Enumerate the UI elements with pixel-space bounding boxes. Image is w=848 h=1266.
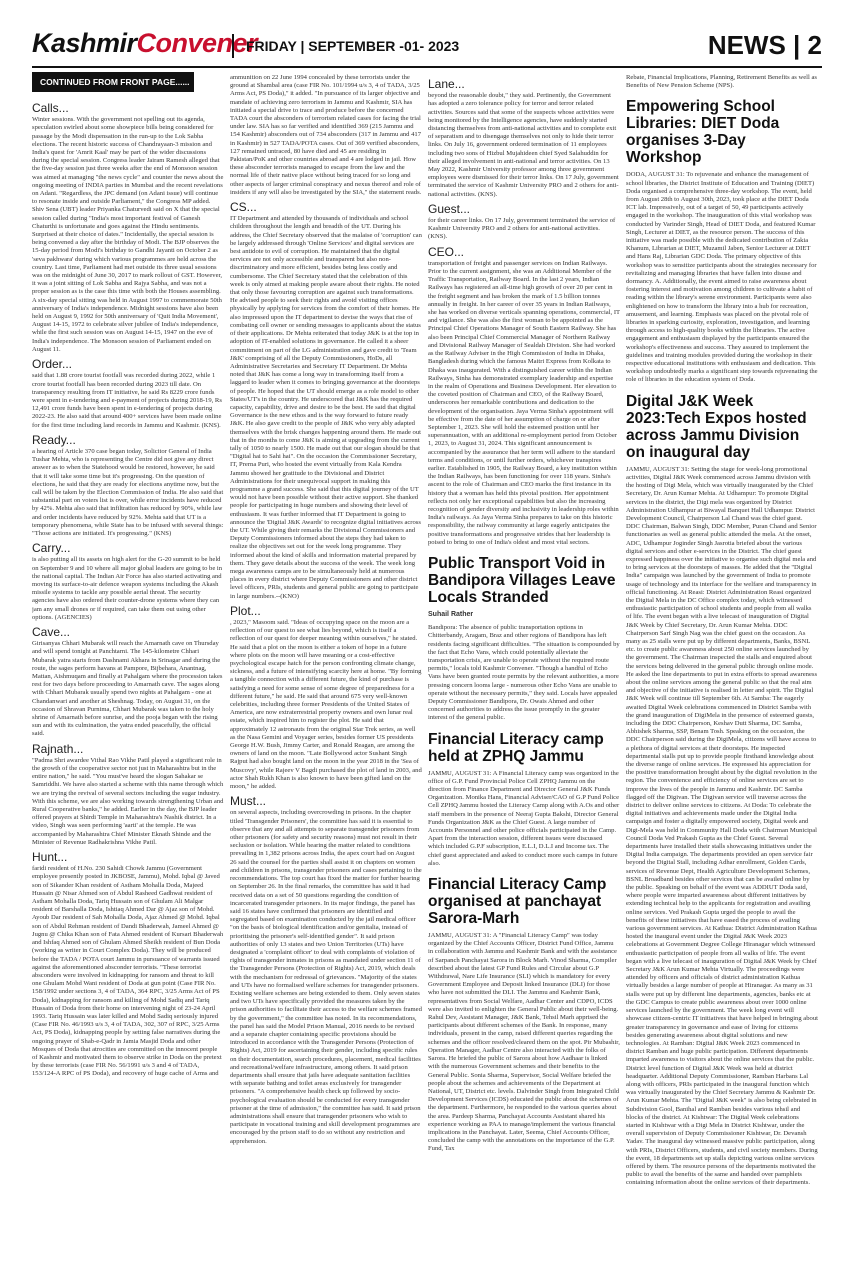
jump-heading: Ready... — [32, 432, 76, 447]
column-2 — [230, 74, 422, 1234]
article-headline: Financial Literacy camp held at ZPHQ Jammu — [428, 730, 604, 765]
section-label: NEWS | 2 — [707, 30, 822, 60]
article-paragraph: ammunition on 22 June 1994 concealed by these terrorists under the ground at Shambal area (case FIR No. 101/1994 u/s 3, 4 of TADA, 3/25 Arms Act, PS Doda)," it added. "In pursuance of its larger objective and mandate of achieving zero terrorism in Jammu and Kashmir, SIA has initiated a special drive to trace and produce before the concerned TADA court the absconders of terrorism related cases for facing the trial under law. SIA has so far verified and identified 369 (215 Jammu and 154 Kashmir) absconders out of 734 absconders (317 in Jammu and 417 in Kashmir) in 527 TADA/POTA cases. Out of 369 verified absconders, 127 remained untraced, 80 have died and 45 are residing in Pakistan/PoK and other countries abroad and 4 are lodged in jail. How these absconder terrorists managed to escape from the law and the normal life of their native place without being traced for so long and other aspects of larger criminal conspiracy and nexus thereof and role of insiders if any will also be investigated by the SIA," the statement reads. — [230, 74, 422, 196]
article-paragraph: faridi resident of H.No. 230 Sahidi Chowk Jammu (Government employee presently posted in JKBOSE, Jammu), Mohd. Iqbal @ Javed son of Sikander Khan resident of Astham Mohalla Doda, Majeed Hussain @ Nisar Ahmed son of Abdul Rasheed Gadhwai resident of Astham Mohalla Doda, Tariq Hussain son of Ghulam Ali Malgar resident of Barshalla Doda, Ishtiaq Ahmed Dar @ Ajaz son of Mohd. Ayoub Dar resident of Sah Mohalla Doda, Ajaz Ahmed @ Mohd. Iqbal son of Abdul Rehman resident of Dandi Bhaderwah, Jameel Ahmed @ Jugnu @ Chika Khan son of Fata Ahmed resident of Kursari Bhaderwah and Ishfaq Ahmed son of Ghulam Ahmed Sheikh resident of Bun Doda (working as writer in Court Complex Doda). They will be produced before the TADA / POTA court Jammu in pursuance of warrants issued against the aforementioned absconder terrorists. "These terrorist absconders were involved in kidnapping for ransom and threat to kill one Ghulam Mohd Wani resident of Doda at gun point (Case FIR No. 158/1992 under sections 3, 4 of TADA, 364 RPC, 3/25 Arms Act of PS Doda), kidnapping for ransom and killing of Mohd Sadiq and Tariq Hussain of Doda from their home on intervening night of 23-24 April 1993. Tariq Hussain was later killed and Mohd Sadiq seriously injured (Case FIR No. 46/1993 u/s 3, 4 of TADA, 302, 307 of RPC, 3/25 Arms Act, PS Doda), kidnapping people by setting false narratives during the ongoing prayer of Shab-e-Qadr in Jamia Masjid Doda and other Mosques of Doda that atrocities are committed on the innocent people of Kashmir and motivated them to observe strike in Doda on the pretext by these terrorists (case FIR No. 56/1991 u/s 3 and 4 of TADA, 153/124-A RPC of PS Doda), and recovery of huge cache of Arms and — [32, 865, 224, 1078]
jump-heading: Lane... — [428, 77, 465, 91]
jump-heading: CEO... — [428, 244, 465, 259]
article-paragraph: is also putting all its assets on high alert for the G-20 summit to be held on September 9 and 10 where all major global leaders are going to be in the national capital. The Indian Air Force has also started activating and moving its surface-to-air defence weapon systems including the Akash missile systems to tackle any possible aerial threat. The security agencies have also ordered their counter-drone systems where they can jam any small drones or if required, can take them out using other options. (AGENCIES) — [32, 556, 223, 621]
article-paragraph: JAMMU, AUGUST 31: Setting the stage for week-long promotional activities, Digital J&K Week commenced across Jammu division with the hosting of Digi Mela, which was virtually inaugurated by the Chief Secretary, Dr. Arun Kumar Mehta. At Udhampur: To promote Digital services in the district, the Digi mela was organized by District Administration Udhampur at Biwayal Banquet Hall Udhampur. District Development Council, Chairperson Lal Chand was the chief guest. DDC Chairman, Balwan Singh, DDC Member, Puran Chand and Senior functionaries as well as general public attended the mela. At the onset, ADC, Udhampur Joginder Singh Jasrotia briefed about the various digital services and other e-services in the District. The chief guest expressed happiness over the initiative to organise such digital mela and to bring services at the doorsteps of masses. He added that the "Digital India" campaign was launched by the government of India to promote usage of technology and its interface for the welfare and transparency in official functioning. At Reasi: District Administration Reasi organized the Digital Mela in the DC Office complex today, which witnessed enthusiastic participation of school students and people from all walks of life. The event began with a live telecast of inauguration of Digital J&K Week by Chief Secretary, Dr. Arun Kumar Mehta. DDC Chairperson Sarf Singh Nag was the chief guest on the occasion. As many as 25 stalls were put up by different departments, Banks, BSNL etc. to create public awareness about 250 online services launched by the government. The Chairman inspected the stalls and enquired about the services being delivered in the general public through online mode. He asked the line departments to put in extra efforts to spread awareness about the online services among the general public so that the real aim and objective of the initiative is realised in letter and spirit. The Digital J&K Week will continue till September 6th. At Samba: The eagerly awaited Digital Week celebrations commenced in District Samba with the grand inauguration of DigiMela in the presence of esteemed guests, including the DDC Chairperson, Keshav Dutt Sharma, DC Samba, Abhishek Sharma, SSP, Benam Tosh. Speaking on the occasion, the DDC Chairperson said during the DigiMela, citizens will have access to a plethora of digital services at their doorsteps. He inspected departmental stalls put up to provide people firsthand knowledge about the diverse range of online services. He expressed his appreciation for the positive transformation brought about by the digital revolution in the region. The convenience and efficiency of online services are set to improve the lives of the people in Jammu and Kashmir. DC Samba flagged off the Digivan. The Digivan service will traverse across the district to deliver online services to citizens. At Doda: To celebrate the digital initiatives and achievements made under the Digital India campaign and foster a digitally empowered society, Digital week and Digi-Mela was held in Community Hall Doda with Chairman Municipal Council Doda Ved Prakash Gupta as the Chief Guest. Several departments have installed their stalls showcasing initiatives under the Digital India campaign. The departments provided an open service fair beyond the Digital Stall, including Adhar enrollment, Golden Cards, services of Revenue Dept, Health Agriculture Development Schemes, BSNL Broadband besides other services that can be availed online by the public. Speaking on behalf of the event was ADDIUT Doda said, where people were imparted awareness about different initiatives by extending technical help to the applicants for registration and availing online services. Ved Prakash Gupta urged the people to avail the benefits of these initiatives that have eased the process of availing various government services. At Kathua: District Administration Kathua hosted the inaugural event under the Digital J&K Week 2023 celebrations at Government Degree College Hiranagar which witnessed enthusiastic participation of people from all walks of life. The event began with a live telecast of inauguration of Digital J&K Week by Chief Secretary J&K Arun Kumar Mehta Virtually. The proceedings were attended by officers and officials of district administration Kathua virtually besides a large number of people at Hiranagar. As many as 31 stalls were put up by different line departments, agencies, banks etc at the GDC Campus to create public awareness about over 1000 online services launched by the government. The week long event will showcase citizen-centric IT initiatives that have helped in bringing about greater transparency in governance and ease of living for citizens besides generating awareness about digital solutions and new technologies. At Ramban: Digital J&K Week 2023 commenced in district Ramban and huge public participation. Different departments imparted awareness to visitors about the online services that the public. District level function of Digital J&K Week was held at district headquarter. Additional Deputy Commissioner, Ramban Harbans Lal along with officers, PRIs participated in the inaugural function which was virtually inaugurated by the Chief Secretary Jammu & Kashmir Dr. Arun Kumar Mehta. The "Digital J&K week" is also being celebrated in Subdivision Gool, Banihal and Ramban besides various tehsil and blocks of the district. At Kishtwar: The Digital Week celebrations started in Kishtwar with a Digi Mela in District Kishtwar, under the overall supervision of Deputy Commissioner Kishtwar, Dr. Devansh Yadav. The inaugural day witnessed massive public participation, along with PRIs, District Officers, students, and civil society members. During the event, 18 departments set up stalls depicting various online services offered by them. The resource persons of the departments motivated the public to avail the benefits of the same and handed over pamphlets containing information about the online services of their departments. — [626, 465, 818, 1187]
article-paragraph: JAMMU, AUGUST 31: A "Financial Literacy Camp" was today organized by the Chief Accounts Officer, District Fund Office, Jammu in collaboration with Jammu and Kashmir Bank and with the assistance of Sarpanch Panchayat Sarora in Block Marh. Vinod Sharma, Compiler described about the latest GP Fund Rules and Circular about G.P Withdrawal, Nare Life Insurance (SLI) which is mandatory for every Government Employee and Deposit linked Insurance (DLI) for those who have not submitted the DLI. The Jammu and Kashmir Bank, representatives from Social Welfare, Aadhar Center and CDPO, ICDS were also invited to enlighten the General Public about their well-being. Rahul Dev, Assistant Manager, J&K Bank, Tehsil Marh apprised the participants about different schemes of the Bank. In response, many individuals, present in the camp, raised different queries regarding the schemes and the officer resolved/cleared them on the spot. Pir Mubashir, Operation Manager, Aadhar Centre also interacted with the folks of Sarora. He briefed the public of Sarora about how Aadhaar is linked with the numerous Government schemes and their benefits to the General Public. Sonia Sharma, Supervisor, Social Welfare briefed the people about the schemes and achievements of the Department at National, UT, District etc. levels. Dalvinder Singh from Integrated Child Development Services (ICDS) educated the public about the schemes of the department. Furthermore, he responded to the various queries about the area. Pardeep Sharma, Panchayat Accounts Assistant shared his experience working as PAA to manage/implement the various financial implications in the Panchayat. Later, Seema, Chief Accounts Officer, concluded the camp with the annotations on the importance of the G.P. Fund, Tax — [428, 932, 620, 1153]
article-paragraph: transportation of freight and passenger services on Indian Railways. Prior to the current assignment, she was an Additional Member of the Traffic Transportation, Railway Board. In the last 2 years, Indian Railways has registered an all-time high growth of over 20 per cent in the freight segment and has broken the mark of 1.5 billion tonnes annually in freight. In her career of over 35 years in Indian Railways, she has worked on diverse verticals spanning operations, commercial, IT and vigilance. She was also the first woman to be appointed as the Principal Chief Operations Manager of South Eastern Railway. She has also been Principal Chief Commercial Manager of Northern Railway and Divisional Railway Manager of Sealdah Division. She had worked as the Railway Adviser in the High Commission of India in Dhaka, Bangladesh during which the famous Maitri Express from Kolkata to Dhaka was inaugurated. With a distinguished career within the Indian Railways, Sinha has demonstrated exemplary leadership and expertise in the realm of Operations and Business Development. Her elevation to the coveted position of Chairman and CEO, of the Railway Board, underscores her remarkable contributions and dedication to the development of the organisation. Jaya Verma Sinha's appointment will be effective from the date of her assumption of charge on or after September 1, 2023. She will hold the esteemed position until her superannuation, with an additional re-employment period from October 1, 2023, to August 31, 2024. This significant announcement is accompanied by the assurance that her term will adhere to the standard terms and conditions, or until further orders, whichever transpires earlier. Established in 1905, the Railway Board, a key institution within the Indian Railways, has been functioning for over 118 years. Sinha's ascent to the role of Chairman and CEO marks the first instance in its history that a woman has held this pivotal position. Her appointment reflects not only her exceptional capabilities but also the increasing recognition of gender diversity and inclusivity in leadership roles within India's railways. As Jaya Verma Sinha prepares to take on this historic responsibility, the railway community at large eagerly anticipates the positive transformations and progressive strides that her leadership is poised to bring to one of India's oldest and most vital sectors. — [428, 259, 620, 546]
column-3 — [428, 74, 620, 1234]
logo-kashmir: Kashmir — [32, 28, 137, 58]
article-paragraph: Girisanyas Chhari Mubarak will reach the Amarnath cave on Thursday and will spend tonight at Panchtarni. The 145-kilometre Chhari Mubarak yatra starts from Dashnami Akhara in Srinagar and during the route, the sages perform havans at Pampore, Bijbehara, Anantnag, Mattan, Aishmuqam and finally at Pahalgam where the procession takes rest for two days before proceeding to Amarnath cave. The sages along with Chhari Mubarak usually spend two nights at Pahalgam - one at Chandanwari and another at Sheshnag. Today, on August 31, on the occasion of Shravan Purnima, Chhari Mubarak was taken to the holy shrine of Amarnath before sunrise, and the pooja began with the rising sun and with its culmination, the yatra ended peacefully, the official said. — [32, 640, 223, 738]
jump-heading: Guest... — [428, 201, 471, 216]
article-paragraph: Winter sessions. With the government not spelling out its agenda, speculation swirled about some showpiece bills being considered for passage by the Modi dispensation in the run-up to the Lok Sabha elections. The recent historic success of Chandrayaan-3 mission and India's quest for 'Amrit Kaal' may be part of the wider discussions during the special session. Congress leader Jairam Ramesh alleged that the five-day session just three weeks after the end of Monsoon session was aimed at managing "the news cycle" and counter the news about the ongoing meeting of INDIA parties in Mumbai and the recent revelations on Adani. "Regardless, the JPC demand (on Adani issue) will continue to resonate inside and outside Parliament," the Congress MP added. Shiv Sena (UBT) leader Priyanka Chaturvedi said on X that the special session called during "India's most important festival of Ganesh Chaturthi is unfortunate and goes against the Hindu sentiments. Surprised at their choice of dates." Incidentally, the special session is being convened a day after the birthday of Modi. The BJP observes the 15-day period from Modi's birthday to Gandhi Jayanti on October 2 as 'seva pakhwara' during which various programmes are held across the country. Last time, Parliament had met outside its three usual sessions was on the midnight of June 30, 2017 to mark rollout of GST. However, it was a joint sitting of Lok Sabha and Rajya Sabha, and was not a proper session as is the case this time with both the Houses assembling. A six-day special sitting was held in August 1997 to commemorate 50th anniversary of India's independence. Midnight sessions have also been held on August 9, 1992 for 50th anniversary of 'Quit India Movement', August 14-15, 1972 to celebrate silver jubilee of India's independence, while the first such session was on August 14-15, 1947 on the eve of India's independence. The Monsoon session of Parliament ended on August 11. — [32, 116, 224, 353]
jump-heading: Carry... — [32, 541, 71, 556]
article-headline: Empowering School Libraries: DIET Doda organises 3-Day Workshop — [626, 98, 780, 167]
byline: Suhail Rather — [428, 610, 474, 618]
article-paragraph: a hearing of Article 370 case began today, Solicitor General of India Tushar Mehta, who is representing the Centre did not give any direct answer as to when the Statehood would be restored, however, he said that it will take some time but it's progressing. On the question of elections, he said that they are ready for elections anytime now, but the call will be taken by the Election Commission of India. He also said that substantial part on voters list is over, while error incidents have reduced by 42%. Mehta also said that infiltration has reduced by 90%, while law and order incidents have reduced by 92%. Mehta said that UT is a temporary phenomena, while State has to be infused with several things: "Those actions are initiated. It's progressing." (KNS) — [32, 447, 224, 537]
jump-heading: Plot... — [230, 603, 261, 618]
logo — [32, 28, 257, 59]
jump-heading: Calls... — [32, 101, 69, 115]
continued-banner: CONTINUED FROM FRONT PAGE...... — [32, 72, 194, 92]
article-headline: Digital J&K Week 2023:Tech Expos hosted across Jammu Division on inaugural day — [626, 392, 807, 461]
header-rule — [32, 66, 822, 68]
article-paragraph: DODA, AUGUST 31: To rejuvenate and enhance the management of school libraries, the District Institute of Education and Training (DIET) Doda organised a comprehensive three-day workshop. The event, held from August 28th to August 30th, 2023, took place at the DIET Doda ICT lab. Impressively, out of a target of 50, 49 participants actively engaged in the workshop. The inauguration of this vital workshop was conducted by Varinder Singh, Head of DIET Doda, and featured Kumar Singh, Lecturer at DIET, as the resource person. The success of this initiative was made possible with the dedicated contribution of Zakia Khanum, Librarian at DIET, Muzamil Jaben, Senior Lecturer at DIET and Hans Raj, Librarian GDC Doda. The primary objective of this workshop was to sensitize participants about the strategies necessary for revitalizing and managing libraries that have fallen into disuse and dormancy. A. Additionally, the event aimed to raise awareness about fostering interest and motivation among children to cultivate a habit of reading within the library's serene environment. Participants were also enlightened on how to transform the library into a hub for recreation, amusement, and learning. Emphasis was placed on the pivotal role of libraries in sparking curiosity, exploration, investigation, and learning through access to high-quality books within the libraries. The active engagement and enthusiasm displayed by the participants ensured the workshop's effectiveness and success. They assured to implement the guidelines and training modules provided during the workshop in their respective educational institutions with enthusiasm and dedication. This workshop undoubtedly marks a significant step towards rejuvenating the role of libraries in the education system of Doda. — [626, 171, 818, 384]
article-paragraph: Rebate, Financial Implications, Planning, Retirement Benefits as well as Benefits of New Pension Scheme (NPS). — [626, 74, 817, 90]
article-paragraph: beyond the reasonable doubt," they said. Pertinently, the Government has adopted a zero tolerance policy for terror and terror related activities. Sources said that some of the suspects whose activities were being monitored by the Intelligence agencies, have suddenly started distancing themselves from anti-national activities and to complete exit of separatism and to disengage themselves not only to hide their terror links. On July 16, government ordered termination of 11 employees including two sons of Hizbul Mujahideen chief Syed Salahuddin for their alleged involvement in anti-national and terror activities. On 13 May 2022, Kashmir University professor among three government employees were dismissed for their terror links. On 17 July, government terminated the service of Kashmir University PRO and 2 others for anti-national activities. (KNS). — [428, 92, 619, 198]
article-headline: Financial Literacy Camp organised at panchayat Sarora-Marh — [428, 876, 607, 928]
jump-heading: Rajnath... — [32, 741, 84, 756]
article-paragraph: for their career links. On 17 July, government terminated the service of Kashmir University PRO and 2 others for anti-national activities. (KNS). — [428, 217, 616, 241]
article-paragraph: on several aspects, including overcrowding in prisons. In the chapter titled 'Transgender Prisoners', the committee has said it is essential to observe that any and all attempts to separate transgender prisoners from other prisoners (for safety and security reasons) must not result in their seclusion or isolation. While hearing the matter related to conditions prevailing in 1,382 prisons across India, the apex court had on August 26 said the counsel for the parties shall assist it on chapters on women and children in prisons, transgender prisoners and cases pertaining to the recommendations. The top court has fixed the matter for further hearing on September 26. In the final remarks, the committee has said it had received data on a set of 50 questions regarding the condition of incarcerated transgender prisoners. In its major findings, the panel has said 16 states have confirmed that prisoners are identified and segregated based on examination conducted by the jail medical officer "on the basis of biological identification and/or genitalia, instead of prioritising the prisoner's self-identified gender". It said prison authorities of only 13 states and two Union Territories (UTs) have designated a 'complaint officer' to deal with complaints of violation of rights of transgender inmates in prisons as mandated under section 11 of the Transgender Persons (Protection of Rights) Act, 2019, which deals with the mechanism for redressal of grievances. "Majority of the states and UTs have no formalised welfare schemes for transgender prisoners. Existing welfare schemes are being extended to them. Only seven states and two UTs have specifically provided the measures taken by the prison authorities to facilitate their access to the welfare schemes framed by the government," the committee has noted. In its recommendations, the panel has said the Model Prison Manual, 2016 needs to be revised and a separate chapter containing specific provisions should be introduced in accordance with the Transgender Persons (Protection of Rights) Act, 2019 for ascertaining their gender, including specific rules on their documentation, search procedures, placement, medical facilities and recreational/welfare infrastructure, among others. It said prison departments shall ensure that jails have adequate sanitation facilities with separate bathing and toilet areas exclusively for transgender prisoners. "A comprehensive health check up followed by socio-psychological evaluation should be conducted for every transgender prisoner at the time of admission," the committee has said. It said prison administrations shall ensure that transgender prisoners who wish to participate in vocational training and skill development programmes are encouraged by the prison staff to do so without any restriction and apprehension. — [230, 809, 422, 1145]
jump-heading: Must... — [230, 794, 267, 809]
jump-heading: Cave... — [32, 624, 71, 639]
article-paragraph: said that 1.88 crore tourist footfall was recorded during 2022, while 1 crore tourist footfall has been recorded during 2023 till date. On transparency resulting from IT initiative, he said Rs 8229 crore funds were spent in e-tendering and e-payment of projects during 2018-19, Rs 12,491 crore funds have been spent in e-tendering of projects during 2022-23. He also said that around 400+ services have been made online for the first time including land records in Jammu and Kashmir. (KNS). — [32, 372, 222, 429]
article-paragraph: IT Department and attended by thousands of individuals and school children throughout the length and breadth of the UT. During his address, the Chief Secretary observed that the malaise of 'corruption' can be largely addressed through 'Online Services' and digital services are best antidote to evil of corruption. He maintained that the digital services are not only accessible and transparent but also non-discriminatory and more efficient, besides being less costly and cumbersome. The Chief Secretary stated that the celebration of this week is only aimed at making people aware about their rights. He noted that only those favouring corruption are against such transformations. He advised people to seek their rights and avoid visiting offices physically by applying for services from the comfort of their homes. He also impressed upon the IT department to devise the ways that rise of combating cell owner or sending messages to applicants about the status of their applications. Dr Mehta reiterated that today J&K is at the top in adoption of IT-enabled solutions in governance. He called it a sheer commitment on part of the LG administration and gave credit to 'Team J&K' comprising of all the Deputy Commissioners, HoDs, all Administrative Secretaries and Secretary IT Department. Dr Mehta noted that J&K has come a long way in transforming itself from a laggard to leader when it comes to bringing governance at the doorsteps of people. He hoped that the UT should emerge as a role model to other States/UT's in the country. He underscored that J&K has the required capacity, capability, drive and desire to be the best. He said that digital Governance is the new ethos and is the way forward to future ready J&K. He also gave credit to the people of J&K who very ably adapted themselves with the brisk changes happening around them. He made out that in the months to come J&K is aiming at upgrading from the current tally of 1050 to nearly 1500. He made out that our slogan should be that "Digital hai to Sahi hai". On the occasion the Commissioner Secretary, IT, Prerna Puri, who hosted the event virtually from Kala Kendra Jammu showed her gratitude to the Divisional and District Administrations for their unequivocal support in making this programme a grand success. She said that this digital journey of the UT would not have been possible without their active support. She thanked people for participating in huge numbers and showing their level of enthusiasm. It was further informed that IT Department is going to announce the 'Digital J&K Awards' to recognize digital initiatives across the UT. While giving their remarks the Divisional Commissioners and Deputy Commissioners informed about the steps they had taken to realize the objectives set out for the week long programme. They informed about the kind of skills and information material prepared by them. They gave details about the success of the week. The week long mega awareness camps are to be simultaneously held at numerous places in every district where Deputy Commissioners and other district level officers, PRIs, students and general public are going to participate in large numbers.--(KNO) — [230, 215, 422, 600]
jump-heading: Order... — [32, 357, 73, 372]
article-paragraph: , 2023," Masoom said. "Ideas of occupying space on the moon are a reflection of our quest to see what lies beyond, which is itself a reflection of our quest for deeper meaning within ourselves," he stated. He said that a plot on the moon is either a token of hope in a future where plots on the moon will have meaning or a cost-effective psychological escape hatch for the person confronting climate change, sickness, and a future of intensifying scarcity here at home. "By forming a tangible connection with a different future, the kind of purchase is satisfying a need for some sense of some degree of preparedness for a different future," he said. He said that around 675 very well-known celebrities, including three former Presidents of the United States of America, are now extraterrestrial property owners and own lunar real estate, which inspired him to register the plot. He said that approximately 12 astronauts from the original Star Trek series, as well as the Nasa Gemini and Voyager series, besides former US presidents George H.W. Bush, Jimmy Carter, and Ronald Reagan, are among the owners of land on the moon. "Late Bollywood actor Sushant Singh Rajput had also bought land on the moon in the year 2018 in the 'Sea of Muscovy', while Rajeev V Bagdi purchased the plot of land in 2003, and actor Shah Rukh Khan is also known to have been gifted land on the moon," he added. — [230, 619, 422, 791]
article-paragraph: "Padma Shri awardee Vithal Rao Vikhe Patil played a significant role in the growth of the cooperative sector not just in Maharashtra but in the entire nation," he said. "You must've heard the slogan Sahakar se Samriddhi. We have also started a scheme with this name through which we are trying the revival of several sectors including the sugar industry. With this scheme, we are also working towards strengthening Urban and Rural Cooperative banks," he added. Earlier in the day, the BJP leader offered prayers at Shirdi Temple in Maharashtra's Nashik district. In a video, Singh was seen performing 'aarti' at the temple. He was accompanied by Maharashtra Chief Minister Eknath Shinde and the Minister of Revenue Radhakrishna Vikhe Patil. — [32, 756, 224, 846]
article-paragraph: Bandipora: The absence of public transportation options in Chitterbandy, Aragam, Braz and other regions of Bandipora has left residents facing significant difficulties. "The situation is compounded by the fact that Echo Vans, which could potentially alleviate the transportation crisis, are unable to operate without the required route permits," locals told Kashmir Convener. "Though a handful of Echo Vans have been granted route permits by the relevant authorities, a more pressing concern looms large - numerous other Echo Vans are unable to operate without the necessary permits," they said. Locals have appealed Deputy Commissioner Bandipora, Dr. Owais Ahmed and other concerned authorities to address the issue promptly in the greater interest of the general public. — [428, 624, 620, 722]
article-headline: Public Transport Void in Bandipora Villages Leave Locals Stranded — [428, 554, 616, 606]
column-4 — [626, 74, 818, 1234]
column-1 — [32, 98, 224, 1258]
dateline: FRIDAY | SEPTEMBER -01- 2023 — [232, 34, 459, 58]
article-paragraph: JAMMU, AUGUST 31: A Financial Literacy camp was organized in the office of G.P. Fund Provincial Police Cell ZPHQ Jammu on the direction from Finance Department and Director General J&K Funds Organization. Monika Hans, Financial Adviser/CAO of G.P Fund Police Cell ZPHQ Jammu hosted the Literacy Camp along with A.Os and other staff members in the presence of Neeraj Gupta Bakshi, Director General Funds Organization J&K as the Chief Guest. A large number of Accounts Personnel and other police officials participated in the Camp. Apart from the interaction session, different issues were discussed which included G.P.F subscription, E.L.I, D.L.I and Income tax. The chief guest appreciated and asked to conduct more such camps in future also. — [428, 769, 620, 867]
logo-convener: Convener — [136, 28, 258, 58]
jump-heading: CS... — [230, 200, 257, 215]
masthead — [0, 0, 848, 64]
jump-heading: Hunt... — [32, 850, 68, 865]
